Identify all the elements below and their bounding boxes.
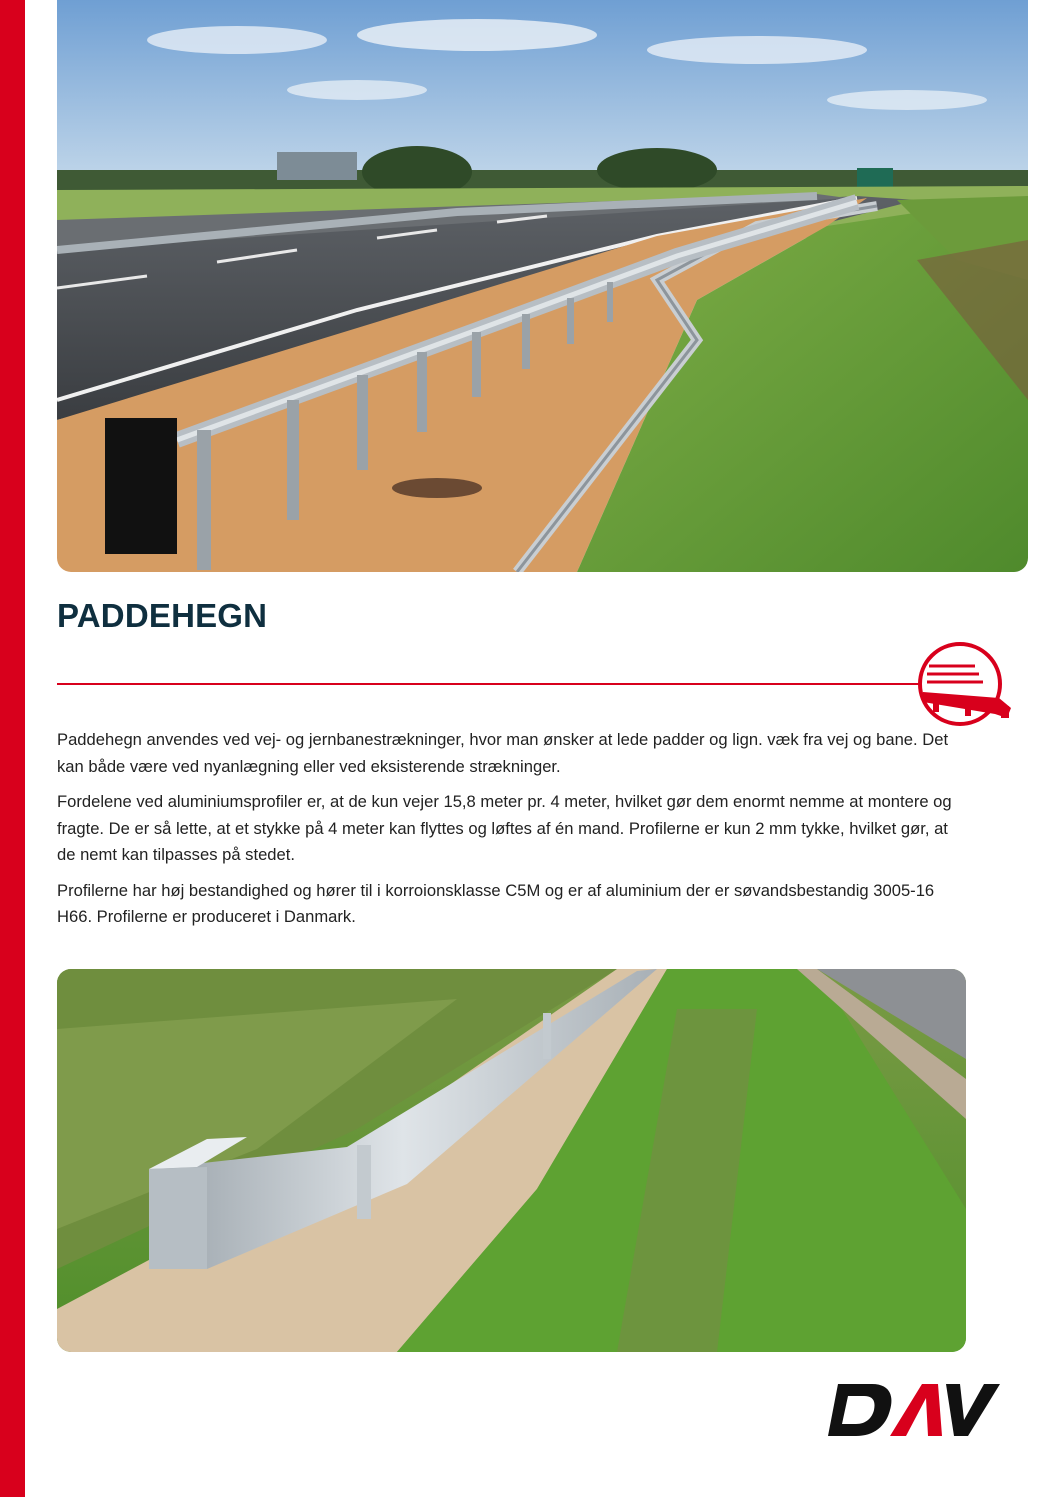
aluminium-fence-photo (57, 969, 966, 1352)
page-title: PADDEHEGN (57, 597, 268, 634)
fence-emblem-icon (915, 638, 1013, 734)
paragraph-advantages: Fordelene ved aluminiumsprofiler er, at de kun vejer 15,8 meter pr. 4 meter, hvilket gør dem enormt nemme at montere og fragte. De er så lette, at et stykke på 4 meter kan flyttes og løftes af én mand. Profilerne er kun 2 mm tykke, hvilket gør, at de nemt kan tilpasses på stedet. (57, 792, 952, 864)
red-side-bar (0, 0, 25, 1497)
dav-logo (828, 1380, 1000, 1440)
highway-fence-photo (57, 0, 1028, 572)
paragraph-intro: Paddehegn anvendes ved vej- og jernbanestrækninger, hvor man ønsker at lede padder og lign. væk fra vej og bane. Det kan både være ved nyanlægning eller ved eksisterende strækninger. (57, 730, 949, 776)
body-text (57, 727, 967, 940)
paragraph-durability: Profilerne har høj bestandighed og hører til i korroionsklasse C5M og er af aluminium der er søvandsbestandig 3005-16 H66. Profilerne er produceret i Danmark. (57, 880, 935, 926)
title-divider (57, 683, 922, 685)
